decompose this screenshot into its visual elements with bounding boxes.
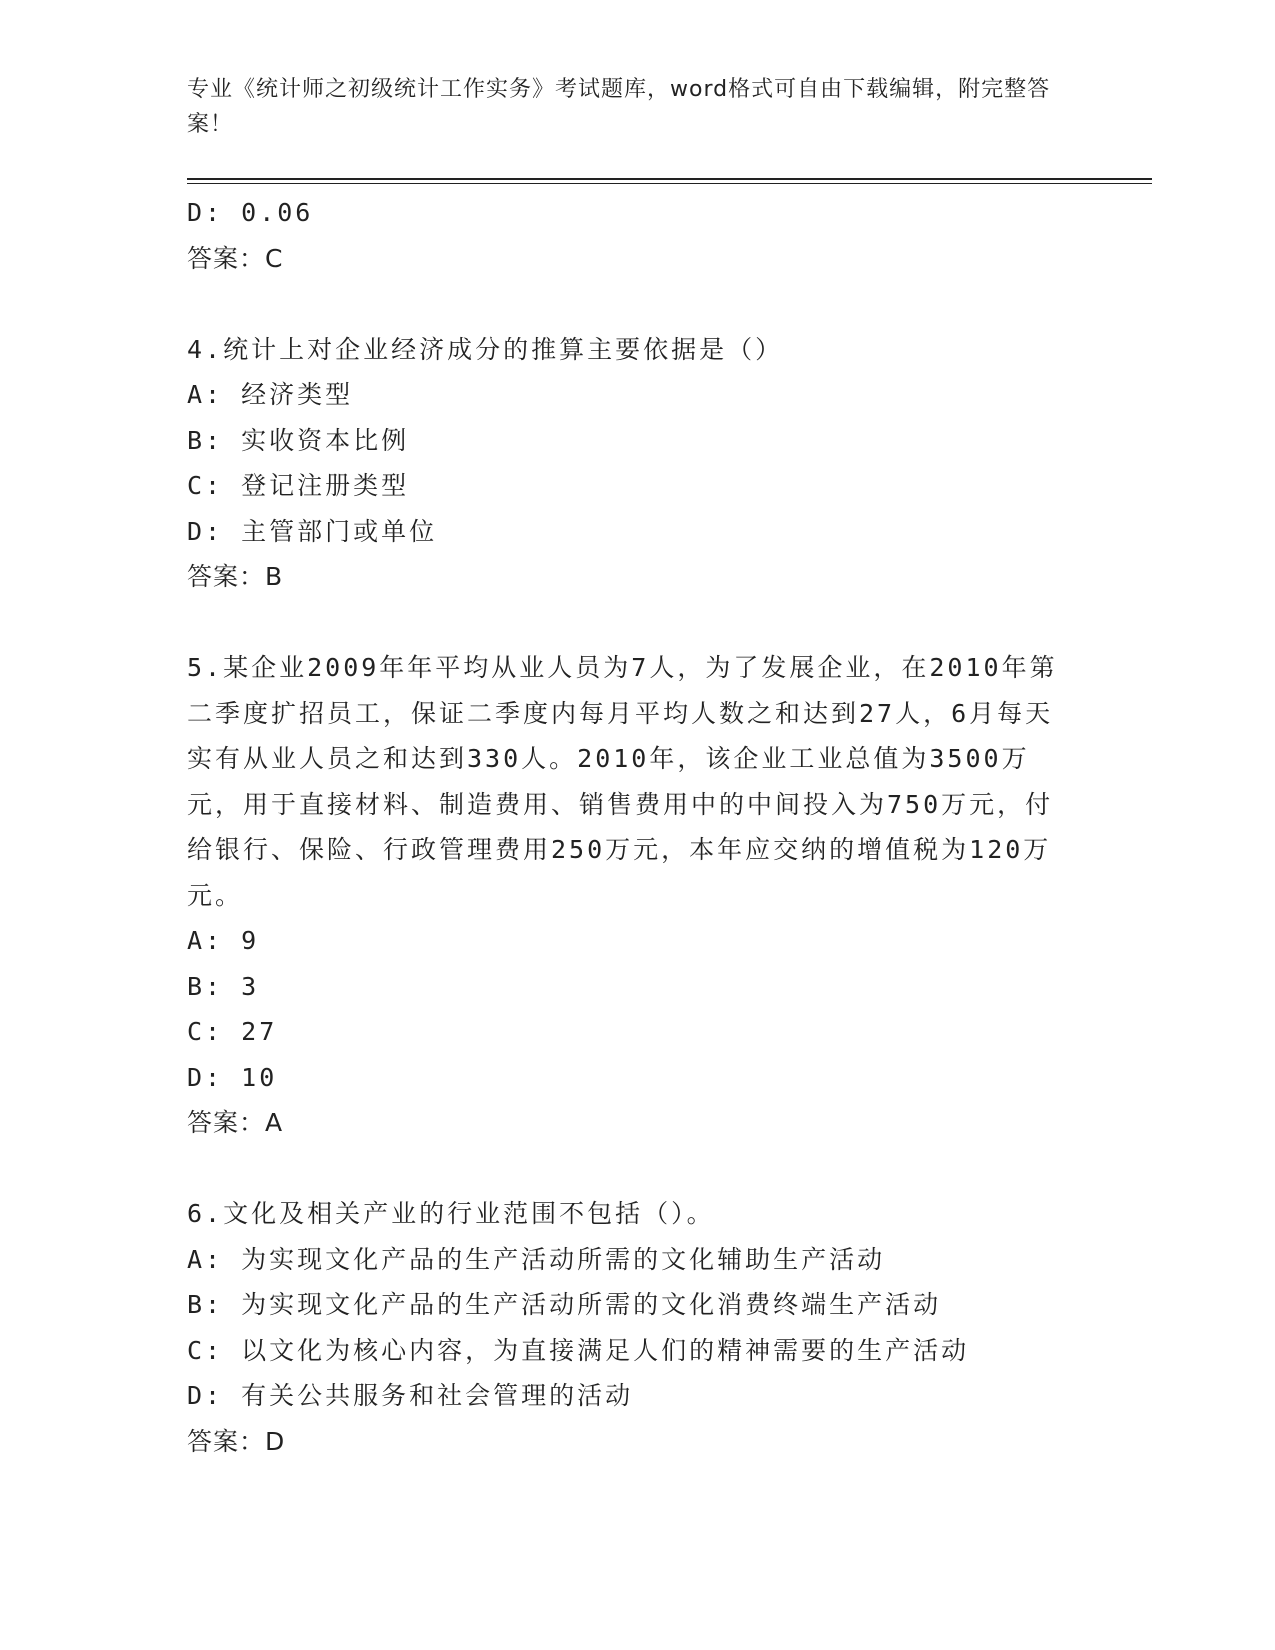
answer: 答案：A xyxy=(187,1108,284,1137)
question-stem: 4.统计上对企业经济成分的推算主要依据是（） xyxy=(187,334,784,364)
option-d: D: 主管部门或单位 xyxy=(187,516,438,546)
option-b: B: 3 xyxy=(187,971,260,1001)
answer: 答案：D xyxy=(187,1426,286,1456)
carryover-option-d: D: 0.06 xyxy=(187,198,314,227)
option-a: A: 9 xyxy=(187,926,260,955)
option-a: A: 经济类型 xyxy=(187,380,354,409)
option-c: C: 登记注册类型 xyxy=(187,471,410,500)
option-b: B: 为实现文化产品的生产活动所需的文化消费终端生产活动 xyxy=(187,1290,942,1319)
option-d: D: 10 xyxy=(187,1062,278,1092)
carryover-answer: 答案：C xyxy=(187,243,284,273)
question-4 xyxy=(187,327,1077,600)
option-a: A: 为实现文化产品的生产活动所需的文化辅助生产活动 xyxy=(187,1244,886,1274)
option-c: C: 以文化为核心内容，为直接满足人们的精神需要的生产活动 xyxy=(187,1335,970,1365)
option-d: D: 有关公共服务和社会管理的活动 xyxy=(187,1381,634,1410)
question-stem: 5.某企业2009年年平均从业人员为7人，为了发展企业，在2010年第二季度扩招员工，保证二季度内每月平均人数之和达到27人，6月每天实有从业人员之和达到330人。2010年，该企业工业总值为3500万元，用于直接材料、制造费用、销售费用中的中间投入为750万元，付给银行、保险、行政管理费用250万元，本年应交纳的增值税为120万元。 xyxy=(187,653,1058,910)
question-5 xyxy=(187,645,1077,1146)
spacer xyxy=(187,1146,1077,1192)
page-header: 专业《统计师之初级统计工作实务》考试题库，word格式可自由下载编辑，附完整答案！ xyxy=(187,77,1051,137)
answer: 答案：B xyxy=(187,562,284,591)
header-divider-thin xyxy=(187,183,1152,184)
header-divider-thick xyxy=(187,178,1152,180)
spacer xyxy=(187,600,1077,646)
option-b: B: 实收资本比例 xyxy=(187,425,410,455)
spacer xyxy=(187,281,1077,327)
question-stem: 6.文化及相关产业的行业范围不包括（）。 xyxy=(187,1199,715,1228)
question-content xyxy=(187,190,1077,1464)
question-6 xyxy=(187,1191,1077,1464)
option-c: C: 27 xyxy=(187,1017,278,1046)
